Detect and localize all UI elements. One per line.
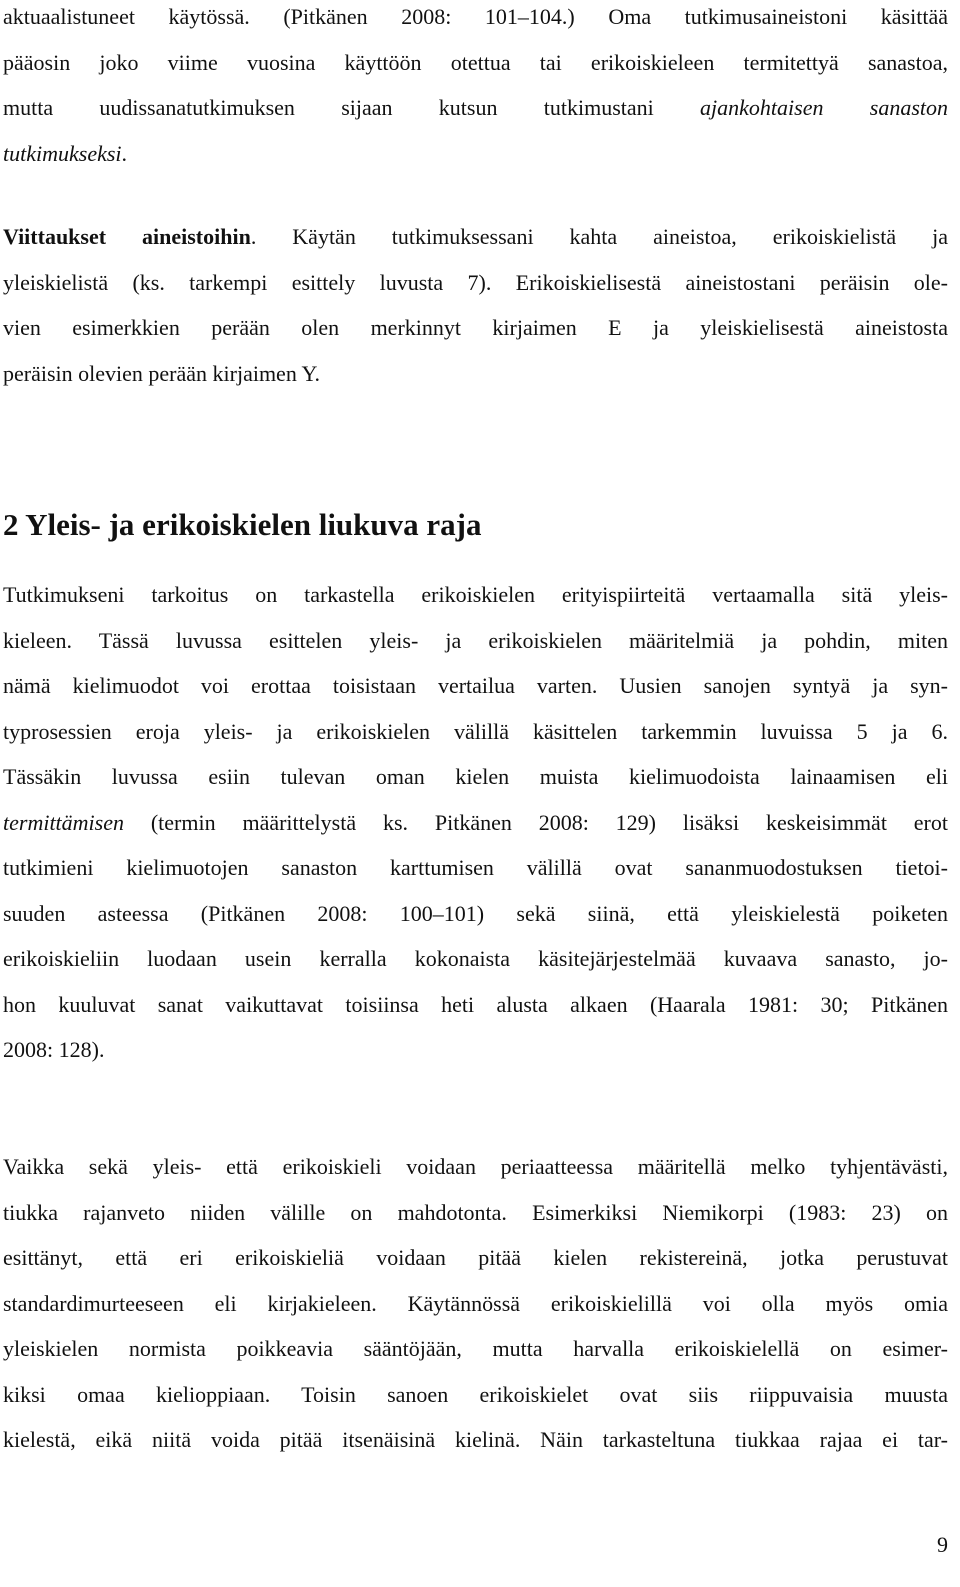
text-line [3, 1027, 948, 1073]
text-segment: suuden asteessa (Pitkänen 2008: 100–101) sekä siinä, että yleiskielestä poiketen [3, 900, 948, 926]
text-segment: kiksi omaa kielioppiaan. Toisin sanoen erikoiskielet ovat siis riippuvaisia muusta [3, 1381, 948, 1407]
paragraph-intro-continued [3, 0, 948, 176]
text-segment: erikoiskieliin luodaan usein kerralla kokonaista käsitejärjestelmää kuvaava sanasto, jo- [3, 946, 948, 971]
text-line [3, 0, 948, 40]
text-segment: aktuaalistuneet käytössä. (Pitkänen 2008: 101–104.) Oma tutkimusaineistoni käsittää [3, 4, 948, 29]
text-segment: tutkimieni kielimuotojen sanaston karttumisen välillä ovat sananmuodostuksen tietoi- [3, 855, 948, 880]
text-line [3, 1417, 948, 1463]
text-segment: . Käytän tutkimuksessani kahta aineistoa, erikoiskielistä ja [250, 224, 948, 249]
text-segment: yleiskielistä (ks. tarkempi esittely luvusta 7). Erikoiskielisestä aineistostani peräisin ole- [3, 269, 948, 295]
text-segment: kielestä, eikä niitä voida pitää itsenäisinä kielinä. Näin tarkasteltuna tiukkaa rajaa ei tar- [3, 1427, 948, 1452]
text-line [3, 1190, 948, 1236]
text-line [3, 260, 948, 306]
text-segment: nämä kielimuodot voi erottaa toisistaan vertailua varten. Uusien sanojen syntyä ja syn- [3, 673, 948, 698]
text-segment: typrosessien eroja yleis- ja erikoiskielen välillä käsittelen tarkemmin luvuissa 5 ja 6. [3, 718, 948, 744]
text-segment: pääosin joko viime vuosina käyttöön otettua tai erikoiskieleen termitettyä sanastoa, [3, 49, 948, 75]
text-line [3, 85, 948, 131]
text-segment: kieleen. Tässä luvussa esittelen yleis- ja erikoiskielen määritelmiä ja pohdin, miten [3, 627, 948, 653]
page-number: 9 [937, 1532, 948, 1557]
text-line [3, 1144, 948, 1190]
text-line [3, 891, 948, 937]
text-line [3, 618, 948, 664]
text-line [3, 1326, 948, 1372]
text-segment: . [121, 140, 128, 166]
text-line [3, 572, 948, 618]
text-line [3, 754, 948, 800]
section-heading: 2 Yleis- ja erikoiskielen liukuva raja [3, 507, 482, 542]
text-segment: vien esimerkkien perään olen merkinnyt kirjaimen E ja yleiskielisestä aineistosta [3, 315, 948, 340]
text-segment: peräisin olevien perään kirjaimen Y. [3, 360, 321, 386]
text-line [3, 1281, 948, 1327]
italic-text: ajankohtaisen sanaston [700, 95, 948, 120]
text-line [3, 1235, 948, 1281]
italic-text: termittämisen [3, 809, 124, 835]
paragraph-section-intro [3, 572, 948, 1073]
text-line [3, 663, 948, 709]
text-segment: standardimurteeseen eli kirjakieleen. Käytännössä erikoiskielillä voi olla myös omia [3, 1290, 948, 1316]
text-segment: esittänyt, että eri erikoiskieliä voidaan pitää kielen rekistereinä, jotka perustuvat [3, 1245, 948, 1270]
text-line [3, 982, 948, 1028]
text-line [3, 709, 948, 755]
text-segment: Vaikka sekä yleis- että erikoiskieli voidaan periaatteessa määritellä melko tyhjentävästi, [3, 1154, 948, 1179]
text-segment: 2008: 128). [3, 1037, 105, 1062]
text-line [3, 936, 948, 982]
text-segment: hon kuuluvat sanat vaikuttavat toisiinsa heti alusta alkaen (Haarala 1981: 30; Pitkänen [3, 991, 948, 1017]
text-segment: Tässäkin luvussa esiin tulevan oman kielen muista kielimuodoista lainaamisen eli [3, 764, 948, 789]
text-line [3, 40, 948, 86]
text-segment: tiukka rajanveto niiden välille on mahdotonta. Esimerkiksi Niemikorpi (1983: 23) on [3, 1199, 948, 1225]
text-line [3, 800, 948, 846]
text-segment: yleiskielen normista poikkeavia sääntöjään, mutta harvalla erikoiskielellä on esimer- [3, 1336, 948, 1361]
text-line [3, 131, 948, 177]
text-line [3, 305, 948, 351]
text-segment: mutta uudissanatutkimuksen sijaan kutsun tutkimustani [3, 95, 701, 120]
text-line [3, 845, 948, 891]
paragraph-boundary-discussion [3, 1144, 948, 1463]
text-line [3, 351, 948, 397]
italic-text: tutkimukseksi [3, 140, 122, 166]
text-line [3, 1372, 948, 1418]
text-segment: Tutkimukseni tarkoitus on tarkastella erikoiskielen erityispiirteitä vertaamalla sitä yleis- [3, 582, 948, 607]
bold-text: Viittaukset aineistoihin [3, 224, 251, 249]
text-line [3, 214, 948, 260]
text-segment: (termin määrittelystä ks. Pitkänen 2008: 129) lisäksi keskeisimmät erot [124, 809, 948, 835]
paragraph-source-references [3, 214, 948, 396]
